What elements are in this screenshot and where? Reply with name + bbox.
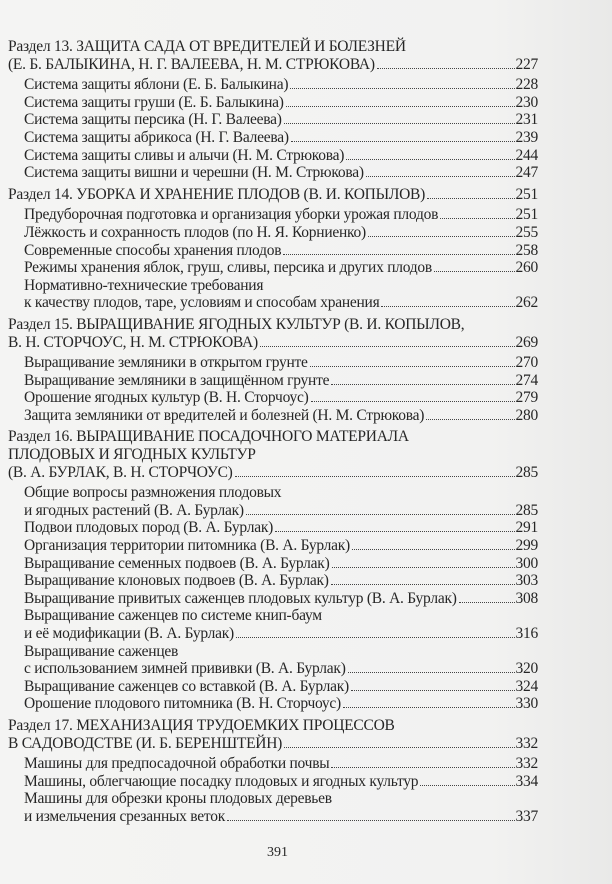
- entry-line: [24, 773, 538, 791]
- toc-section: [8, 186, 538, 312]
- entry-title: Орошение плодового питомника (В. Н. Сторчоус): [24, 695, 341, 713]
- entry-line: [24, 808, 538, 826]
- entry-line: [24, 607, 538, 625]
- table-of-contents: [8, 38, 538, 826]
- entry-page-number: 231: [515, 111, 538, 129]
- entry-page-number: 316: [515, 625, 538, 642]
- toc-item: [24, 277, 538, 312]
- dot-leader: [331, 584, 515, 585]
- entry-line: [24, 354, 538, 372]
- entry-page-number: 227: [515, 55, 538, 73]
- entry-title: Система защиты груши (Е. Б. Балыкина): [24, 93, 284, 111]
- entry-line: [8, 186, 538, 204]
- dot-leader: [311, 401, 515, 402]
- section-items: [24, 354, 538, 424]
- section-items: [24, 206, 538, 312]
- toc-item: [24, 755, 538, 773]
- entry-title: Машины для обрезки кроны плодовых деревьев: [24, 790, 332, 808]
- toc-item: [24, 590, 538, 608]
- entry-line: [24, 643, 538, 661]
- entry-title: Машины, облегчающие посадку плодовых и ягодных культур: [24, 772, 419, 790]
- toc-section: [8, 428, 538, 713]
- entry-line: [8, 464, 538, 482]
- entry-line: [24, 294, 538, 312]
- entry-title: с использованием зимней прививки (В. А. Бурлак): [24, 660, 346, 678]
- entry-line: [8, 316, 538, 334]
- entry-line: [24, 755, 538, 773]
- entry-page-number: 324: [515, 677, 538, 695]
- entry-line: [8, 717, 538, 735]
- entry-page-number: 255: [515, 223, 538, 241]
- section-items: [24, 755, 538, 825]
- entry-line: [8, 56, 538, 74]
- toc-item: [24, 572, 538, 590]
- entry-line: [24, 206, 538, 224]
- entry-line: [8, 38, 538, 56]
- entry-line: [24, 94, 538, 112]
- entry-title: Выращивание саженцев со вставкой (В. А. Бурлак): [24, 677, 349, 695]
- entry-line: [24, 572, 538, 590]
- toc-section: [8, 717, 538, 826]
- dot-leader: [331, 767, 514, 768]
- entry-page-number: 303: [515, 572, 538, 590]
- entry-page-number: 308: [515, 589, 538, 607]
- entry-title: Лёжкость и сохранность плодов (по Н. Я. Корниенко): [24, 223, 366, 241]
- entry-page-number: 262: [515, 294, 538, 312]
- entry-line: [24, 164, 538, 182]
- dot-leader: [291, 141, 515, 142]
- entry-title: Выращивание привитых саженцев плодовых культур (В. А. Бурлак): [24, 589, 457, 607]
- entry-line: [24, 224, 538, 242]
- entry-page-number: 228: [515, 76, 538, 94]
- entry-page-number: 299: [515, 537, 538, 555]
- dot-leader: [331, 384, 514, 385]
- entry-title: Раздел 16. ВЫРАЩИВАНИЕ ПОСАДОЧНОГО МАТЕРИАЛА: [8, 428, 409, 446]
- entry-title: и её модификации (В. А. Бурлак): [24, 625, 234, 642]
- toc-item: [24, 678, 538, 696]
- dot-leader: [286, 106, 515, 107]
- entry-line: [24, 790, 538, 808]
- entry-title: Система защиты персика (Н. Г. Валеева): [24, 111, 282, 129]
- entry-page-number: 269: [515, 333, 538, 351]
- entry-page-number: 230: [515, 93, 538, 111]
- dot-leader: [420, 785, 514, 786]
- entry-line: [24, 555, 538, 573]
- entry-line: [24, 111, 538, 129]
- entry-page-number: 260: [515, 259, 538, 277]
- toc-item: [24, 407, 538, 425]
- entry-page-number: 330: [515, 695, 538, 713]
- entry-title: Выращивание клоновых подвоев (В. А. Бурлак): [24, 572, 329, 590]
- section-heading: [8, 316, 538, 351]
- entry-line: [24, 484, 538, 502]
- entry-page-number: 291: [515, 519, 538, 537]
- entry-title: Система защиты абрикоса (Н. Г. Валеева): [24, 128, 289, 146]
- entry-page-number: 258: [515, 241, 538, 259]
- entry-line: [24, 537, 538, 555]
- dot-leader: [260, 346, 515, 347]
- dot-leader: [459, 602, 515, 603]
- entry-line: [24, 277, 538, 295]
- entry-page-number: 247: [515, 164, 538, 182]
- entry-title: Режимы хранения яблок, груш, сливы, персика и других плодов: [24, 259, 432, 277]
- entry-page-number: 334: [515, 772, 538, 790]
- entry-title: Общие вопросы размножения плодовых: [24, 484, 282, 502]
- toc-item: [24, 484, 538, 519]
- section-items: [24, 484, 538, 713]
- entry-title: Защита земляники от вредителей и болезней (Н. М. Стрюкова): [24, 406, 425, 424]
- entry-line: [8, 735, 538, 753]
- entry-page-number: 320: [515, 660, 538, 678]
- dot-leader: [275, 531, 514, 532]
- entry-page-number: 285: [515, 501, 538, 519]
- entry-page-number: 300: [515, 554, 538, 572]
- entry-page-number: 280: [515, 406, 538, 424]
- entry-line: [24, 76, 538, 94]
- entry-page-number: 239: [515, 128, 538, 146]
- dot-leader: [346, 159, 514, 160]
- entry-title: Выращивание земляники в защищённом грунте: [24, 371, 330, 389]
- toc-item: [24, 643, 538, 678]
- entry-page-number: 332: [515, 755, 538, 773]
- entry-line: [24, 372, 538, 390]
- dot-leader: [434, 271, 515, 272]
- entry-line: [24, 129, 538, 147]
- dot-leader: [235, 476, 515, 477]
- toc-item: [24, 519, 538, 537]
- entry-page-number: 285: [515, 463, 538, 481]
- toc-item: [24, 773, 538, 791]
- entry-title: Система защиты вишни и черешни (Н. М. Стрюкова): [24, 164, 364, 182]
- entry-title: Предуборочная подготовка и организация уборки урожая плодов: [24, 206, 439, 224]
- entry-title: В САДОВОДСТВЕ (И. Б. БЕРЕНШТЕЙН): [8, 734, 283, 752]
- entry-title: Раздел 13. ЗАЩИТА САДА ОТ ВРЕДИТЕЛЕЙ И БОЛЕЗНЕЙ: [8, 38, 406, 55]
- entry-title: Нормативно-технические требования: [24, 276, 264, 294]
- dot-leader: [332, 567, 515, 568]
- entry-title: к качеству плодов, таре, условиям и способам хранения: [24, 294, 380, 312]
- section-heading: [8, 428, 538, 481]
- toc-item: [24, 372, 538, 390]
- entry-page-number: 251: [515, 185, 538, 203]
- entry-page-number: 274: [515, 371, 538, 389]
- toc-item: [24, 224, 538, 242]
- entry-line: [24, 407, 538, 425]
- entry-title: и измельчения срезанных веток: [24, 807, 225, 825]
- entry-title: и ягодных растений (В. А. Бурлак): [24, 501, 244, 519]
- toc-item: [24, 76, 538, 94]
- entry-title: В. Н. СТОРЧОУС, Н. М. СТРЮКОВА): [8, 333, 258, 351]
- page-number: 391: [267, 845, 288, 860]
- entry-line: [24, 695, 538, 713]
- entry-line: [24, 147, 538, 165]
- toc-item: [24, 242, 538, 260]
- toc-section: [8, 38, 538, 182]
- dot-leader: [427, 198, 514, 199]
- dot-leader: [290, 88, 514, 89]
- toc-item: [24, 555, 538, 573]
- entry-title: Раздел 15. ВЫРАЩИВАНИЕ ЯГОДНЫХ КУЛЬТУР (В. И. КОПЫЛОВ,: [8, 315, 465, 333]
- toc-item: [24, 111, 538, 129]
- dot-leader: [284, 747, 514, 748]
- entry-title: Раздел 14. УБОРКА И ХРАНЕНИЕ ПЛОДОВ (В. И. КОПЫЛОВ): [8, 185, 426, 203]
- toc-item: [24, 354, 538, 372]
- entry-title: Система защиты яблони (Е. Б. Балыкина): [24, 76, 289, 94]
- toc-item: [24, 206, 538, 224]
- dot-leader: [284, 123, 515, 124]
- entry-page-number: 270: [515, 354, 538, 372]
- entry-title: Выращивание земляники в открытом грунте: [24, 354, 308, 372]
- entry-line: [24, 502, 538, 520]
- entry-title: Раздел 17. МЕХАНИЗАЦИЯ ТРУДОЕМКИХ ПРОЦЕССОВ: [8, 716, 395, 734]
- entry-line: [8, 428, 538, 446]
- dot-leader: [236, 637, 515, 638]
- dot-leader: [351, 690, 515, 691]
- section-heading: [8, 186, 538, 204]
- toc-item: [24, 129, 538, 147]
- dot-leader: [366, 176, 515, 177]
- toc-item: [24, 389, 538, 407]
- toc-section: [8, 316, 538, 425]
- entry-title: Организация территории питомника (В. А. Бурлак): [24, 537, 350, 555]
- entry-title: (Е. Б. БАЛЫКИНА, Н. Г. ВАЛЕЕВА, Н. М. СТРЮКОВА): [8, 55, 375, 73]
- entry-line: [24, 625, 538, 643]
- entry-title: Выращивание саженцев: [24, 642, 179, 660]
- entry-title: Машины для предпосадочной обработки почвы: [24, 755, 330, 773]
- entry-title: Орошение ягодных культур (В. Н. Сторчоус): [24, 389, 309, 407]
- entry-line: [24, 660, 538, 678]
- section-heading: [8, 717, 538, 752]
- entry-title: ПЛОДОВЫХ И ЯГОДНЫХ КУЛЬТУР: [8, 446, 256, 464]
- entry-line: [24, 259, 538, 277]
- dot-leader: [343, 707, 515, 708]
- dot-leader: [377, 68, 515, 69]
- dot-leader: [352, 549, 515, 550]
- section-heading: [8, 38, 538, 73]
- dot-leader: [246, 514, 515, 515]
- entry-line: [24, 389, 538, 407]
- dot-leader: [368, 236, 515, 237]
- dot-leader: [348, 672, 515, 673]
- toc-item: [24, 164, 538, 182]
- entry-line: [24, 590, 538, 608]
- toc-item: [24, 790, 538, 825]
- dot-leader: [381, 306, 514, 307]
- entry-page-number: 337: [515, 807, 538, 825]
- entry-title: Современные способы хранения плодов: [24, 241, 282, 259]
- entry-page-number: 244: [515, 146, 538, 164]
- toc-item: [24, 259, 538, 277]
- entry-title: Система защиты сливы и алычи (Н. М. Стрюкова): [24, 146, 345, 164]
- section-items: [24, 76, 538, 182]
- toc-item: [24, 607, 538, 642]
- entry-line: [24, 678, 538, 696]
- toc-item: [24, 94, 538, 112]
- entry-page-number: 251: [515, 206, 538, 224]
- entry-line: [8, 334, 538, 352]
- toc-item: [24, 147, 538, 165]
- toc-item: [24, 695, 538, 713]
- entry-page-number: 332: [515, 734, 538, 752]
- entry-title: Выращивание саженцев по системе книп-баум: [24, 607, 322, 625]
- entry-title: (В. А. БУРЛАК, В. Н. СТОРЧОУС): [8, 463, 233, 481]
- entry-line: [8, 446, 538, 464]
- dot-leader: [426, 419, 514, 420]
- dot-leader: [227, 820, 515, 821]
- entry-line: [24, 242, 538, 260]
- entry-title: Выращивание семенных подвоев (В. А. Бурлак): [24, 554, 330, 572]
- entry-title: Подвои плодовых пород (В. А. Бурлак): [24, 519, 274, 537]
- toc-item: [24, 537, 538, 555]
- dot-leader: [283, 254, 514, 255]
- dot-leader: [310, 366, 515, 367]
- dot-leader: [440, 218, 514, 219]
- entry-page-number: 279: [515, 389, 538, 407]
- entry-line: [24, 519, 538, 537]
